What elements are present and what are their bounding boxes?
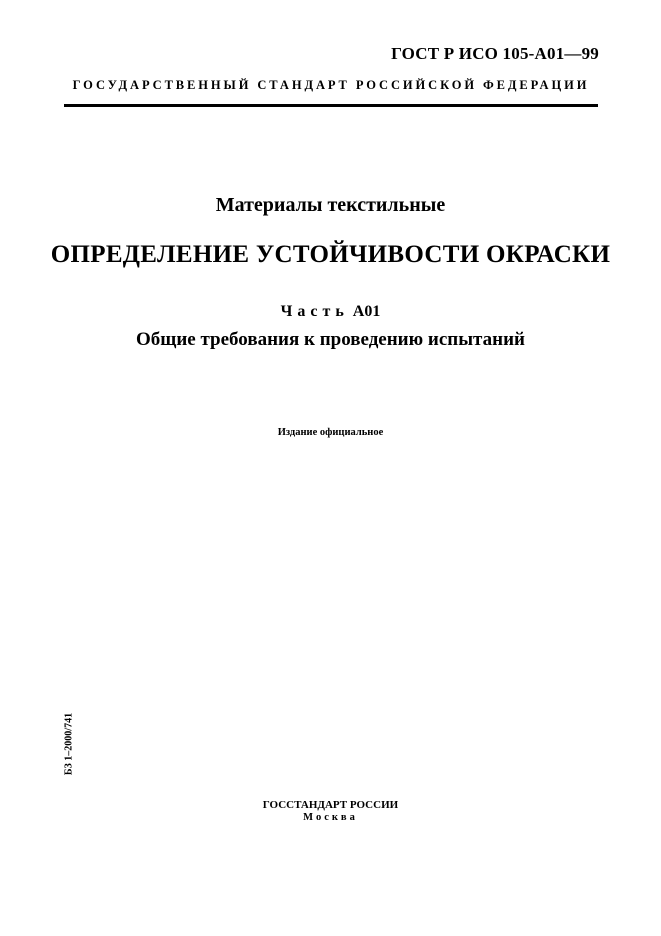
document-title: ОПРЕДЕЛЕНИЕ УСТОЙЧИВОСТИ ОКРАСКИ xyxy=(50,241,611,268)
header-divider xyxy=(64,104,598,107)
edition-note: Издание официальное xyxy=(277,427,384,438)
standard-number: ГОСТ Р ИСО 105-А01—99 xyxy=(391,44,599,63)
part-number: А01 xyxy=(352,303,381,320)
part-subtitle: Общие требования к проведению испытаний xyxy=(136,329,525,350)
side-registration-code: БЗ 1–2000/741 xyxy=(63,712,75,776)
document-subject: Материалы текстильные xyxy=(215,194,446,216)
state-standard-heading: ГОСУДАРСТВЕННЫЙ СТАНДАРТ РОССИЙСКОЙ ФЕДЕРАЦИИ xyxy=(72,78,590,92)
publisher: ГОССТАНДАРТ РОССИИ xyxy=(262,799,399,811)
publication-city: Москва xyxy=(303,812,358,823)
part-word: Часть xyxy=(280,303,349,320)
part-heading xyxy=(0,303,661,321)
